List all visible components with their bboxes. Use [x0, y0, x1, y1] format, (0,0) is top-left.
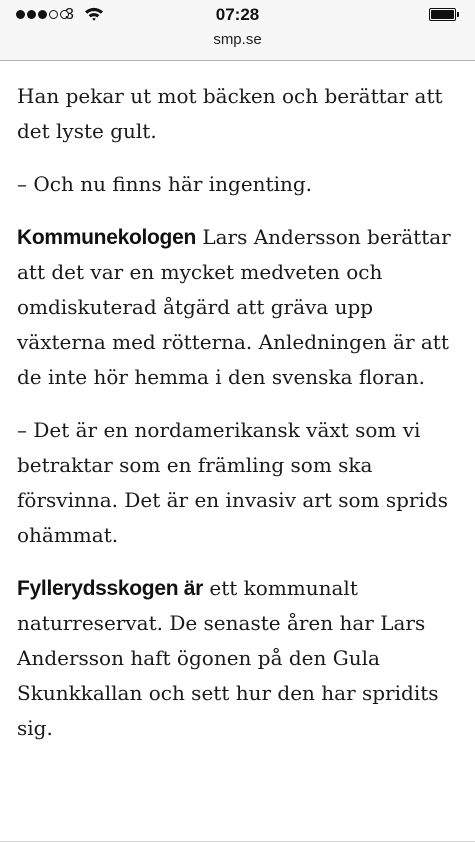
paragraph-text: Lars Andersson berättar att det var en mycket medveten och omdiskuterad åtgärd att gräva upp växterna med rötterna. Anledningen är att de inte hör hemma i den svenska floran. [17, 225, 451, 389]
article-paragraph [17, 571, 462, 746]
paragraph-text: – Det är en nordamerikansk växt som vi betraktar som en främling som ska försvinna. Det är en invasiv art som sprids ohämmat. [17, 418, 448, 547]
article-paragraph [17, 167, 462, 202]
battery-tip [457, 12, 459, 17]
battery-level [431, 10, 454, 19]
paragraph-lead: Kommunekologen [17, 226, 196, 249]
article-paragraph [17, 79, 462, 149]
battery-icon [429, 8, 456, 21]
status-bar [0, 0, 475, 30]
status-time: 07:28 [215, 5, 260, 24]
paragraph-text: – Och nu finns här ingenting. [17, 172, 313, 196]
bottom-divider [0, 841, 475, 842]
article-body [17, 79, 462, 764]
carrier-label: 3 [65, 6, 74, 23]
article-paragraph [17, 220, 462, 395]
paragraph-text: Han pekar ut mot bäcken och berättar att det lyste gult. [17, 84, 443, 143]
browser-top-bar [0, 0, 475, 61]
article-paragraph [17, 413, 462, 553]
paragraph-lead: Fyllerydsskogen är [17, 577, 204, 600]
paragraph-text: ett kommunalt naturreservat. De senaste åren har Lars Andersson haft ögonen på den Gula Skunkkallan och sett hur den har spridits sig. [17, 576, 439, 740]
address-bar-url[interactable]: smp.se [213, 31, 262, 48]
